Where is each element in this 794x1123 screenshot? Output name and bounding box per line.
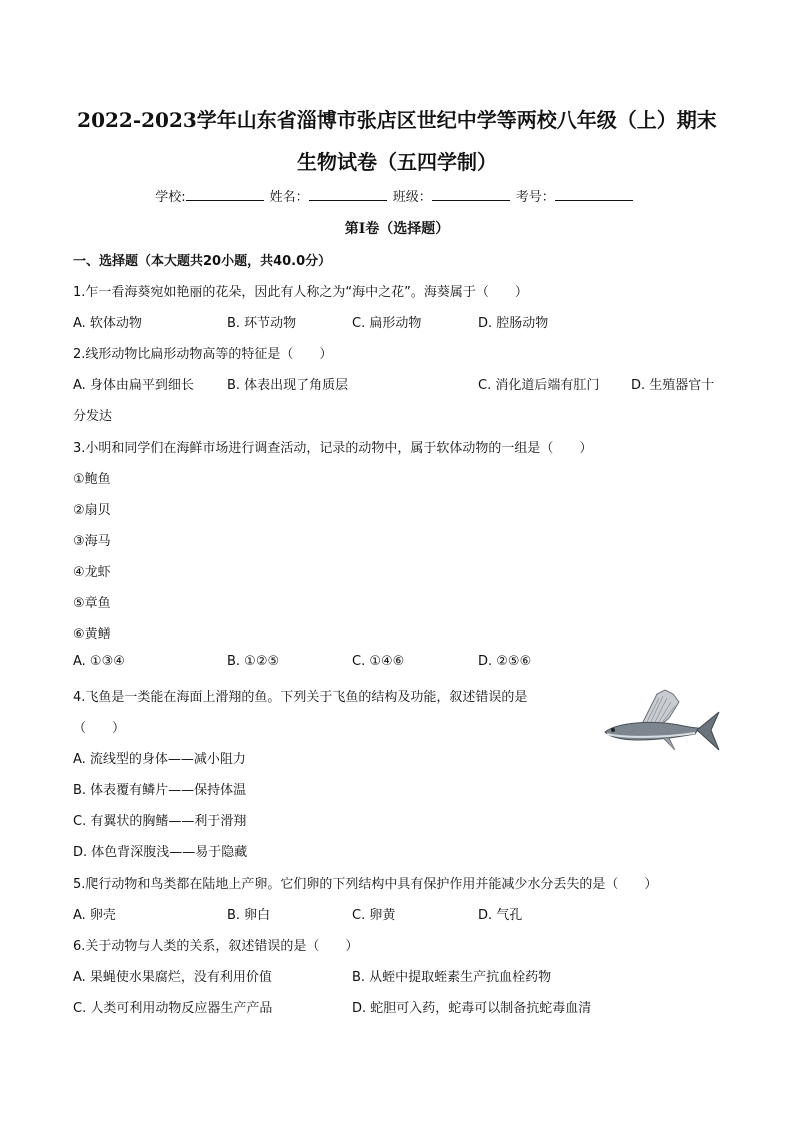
question-2-option-d-continuation: 分发达 [73,409,113,424]
question-5-option-d[interactable]: D. 气孔 [478,908,523,923]
question-1-option-d[interactable]: D. 腔肠动物 [478,316,549,331]
question-2-option-c[interactable]: C. 消化道后端有肛门 [478,378,600,393]
question-3-option-a[interactable]: A. ①③④ [73,654,125,669]
part-heading: 一、选择题（本大题共20小题，共40.0分） [73,254,332,269]
number-blank[interactable] [555,187,633,201]
class-blank[interactable] [432,187,510,201]
question-4-stem-continuation: （ ） [73,721,126,736]
question-1-option-b[interactable]: B. 环节动物 [227,316,297,331]
school-label: 学校: [155,190,186,205]
question-3-option-d[interactable]: D. ②⑤⑥ [478,654,532,669]
class-label: 班级： [392,190,432,205]
question-6-option-b[interactable]: B. 从蛭中提取蛭素生产抗血栓药物 [352,970,552,985]
section-title: 第Ⅰ卷（选择题） [344,221,450,237]
question-1-option-a[interactable]: A. 软体动物 [73,316,142,331]
name-label: 姓名： [269,190,309,205]
question-4-option-d[interactable]: D. 体色背深腹浅——易于隐藏 [73,845,248,860]
student-info-row [0,186,794,205]
question-6-stem: 6.关于动物与人类的关系，叙述错误的是（ ） [73,939,359,954]
question-3-item: ⑥黄鳝 [73,627,111,642]
question-2-stem: 2.线形动物比扁形动物高等的特征是（ ） [73,347,333,362]
question-1-option-c[interactable]: C. 扁形动物 [352,316,422,331]
question-1-stem: 1.乍一看海葵宛如艳丽的花朵，因此有人称之为“海中之花”。海葵属于（ ） [73,285,528,300]
question-3-item: ②扇贝 [73,503,111,518]
question-4-stem: 4.飞鱼是一类能在海面上滑翔的鱼。下列关于飞鱼的结构及功能，叙述错误的是 [73,690,528,705]
question-5-stem: 5.爬行动物和鸟类都在陆地上产卵。它们卵的下列结构中具有保护作用并能减少水分丢失的是（ ） [73,877,658,892]
question-3-item: ③海马 [73,534,111,549]
question-6-option-a[interactable]: A. 果蝇使水果腐烂，没有利用价值 [73,970,272,985]
question-4-option-a[interactable]: A. 流线型的身体——减小阻力 [73,752,246,767]
question-6-option-d[interactable]: D. 蛇胆可入药，蛇毒可以制备抗蛇毒血清 [352,1001,592,1016]
question-5-option-a[interactable]: A. 卵壳 [73,908,116,923]
school-blank[interactable] [186,187,264,201]
question-3-option-c[interactable]: C. ①④⑥ [352,654,405,669]
number-label: 考号： [515,190,555,205]
question-3-item: ④龙虾 [73,565,111,580]
name-blank[interactable] [309,187,387,201]
question-4-option-c[interactable]: C. 有翼状的胸鳍——利于滑翔 [73,814,247,829]
question-2-option-b[interactable]: B. 体表出现了角质层 [227,378,349,393]
flying-fish-image [603,688,721,758]
question-3-item: ⑤章鱼 [73,596,111,611]
question-5-option-b[interactable]: B. 卵白 [227,908,271,923]
question-5-option-c[interactable]: C. 卵黄 [352,908,396,923]
question-2-option-a[interactable]: A. 身体由扁平到细长 [73,378,194,393]
question-3-option-b[interactable]: B. ①②⑤ [227,654,280,669]
question-4-option-b[interactable]: B. 体表覆有鳞片——保持体温 [73,783,247,798]
flying-fish-icon [605,690,719,750]
question-6-option-c[interactable]: C. 人类可利用动物反应器生产产品 [73,1001,273,1016]
question-2-option-d[interactable]: D. 生殖器官十 [631,378,715,393]
exam-title-line-1: 2022-2023学年山东省淄博市张店区世纪中学等两校八年级（上）期末 [77,108,717,132]
question-3-stem: 3.小明和同学们在海鲜市场进行调查活动，记录的动物中，属于软体动物的一组是（ ） [73,441,593,456]
exam-title-line-2: 生物试卷（五四学制） [297,150,497,174]
question-3-item: ①鲍鱼 [73,472,111,487]
